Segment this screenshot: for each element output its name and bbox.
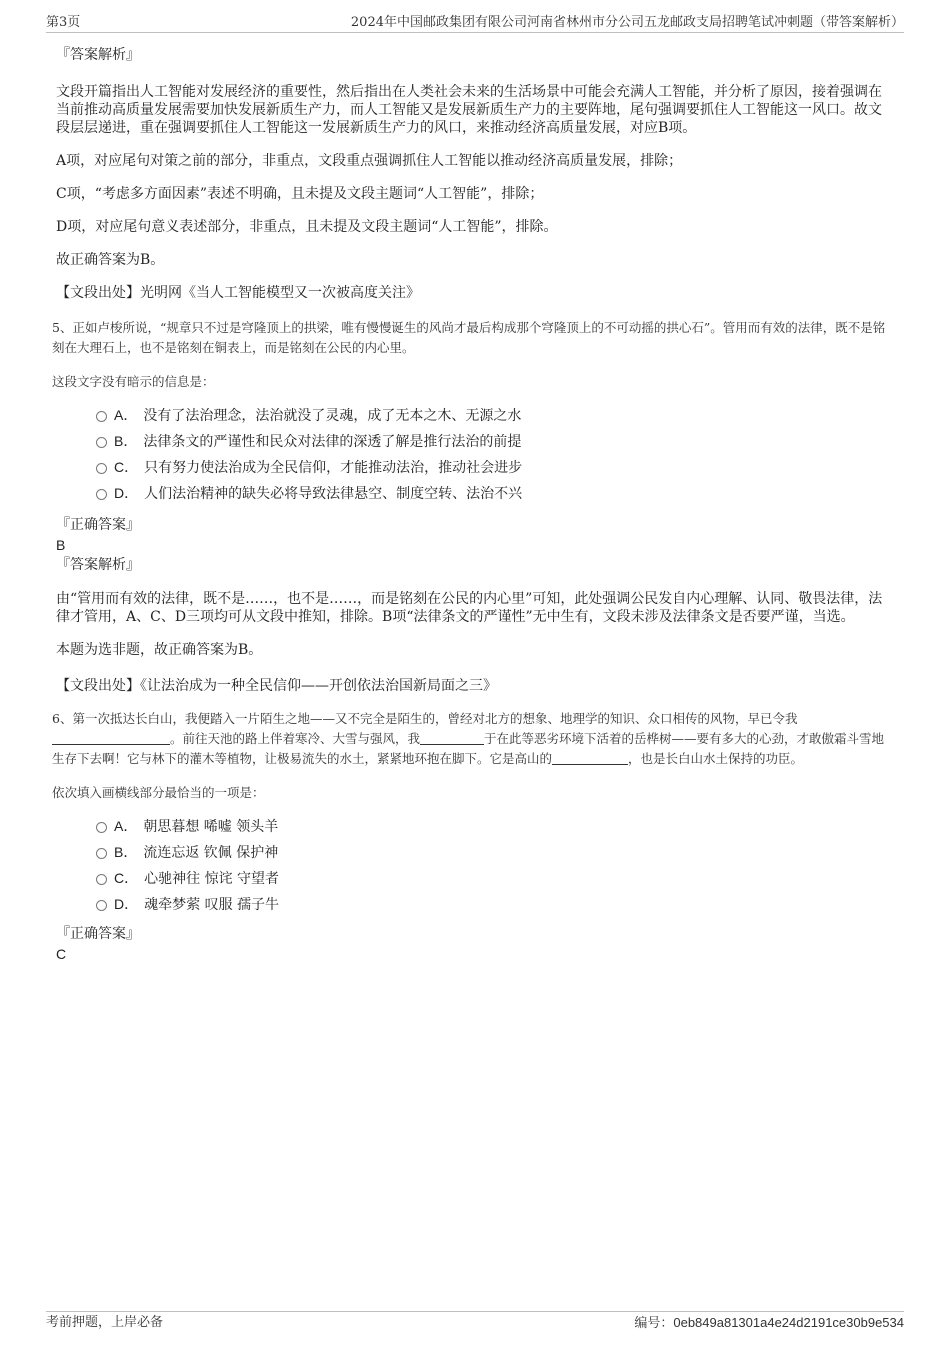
stem-text: 6、第一次抵达长白山，我便踏入一片陌生之地——又不完全是陌生的，曾经对北方的想象、地理学的知识、众口相传的风物，早已令我 <box>52 711 798 726</box>
correct-answer: C <box>56 946 67 962</box>
question-5-options <box>96 402 892 506</box>
option-c[interactable] <box>96 865 892 891</box>
fill-blank-2[interactable] <box>420 730 484 745</box>
option-c[interactable] <box>96 454 892 480</box>
option-b[interactable] <box>96 839 892 865</box>
question-6-stem <box>52 709 892 769</box>
option-text: 流连忘返 钦佩 保护神 <box>143 845 279 861</box>
fill-blank-3[interactable] <box>552 750 628 765</box>
question-5-prompt: 这段文字没有暗示的信息是： <box>52 374 215 389</box>
analysis-conclusion: 故正确答案为B。 <box>56 252 165 268</box>
page-header <box>46 14 904 33</box>
option-a[interactable] <box>96 813 892 839</box>
document-title: 2024年中国邮政集团有限公司河南省林州市分公司五龙邮政支局招聘笔试冲刺题（带答案解析） <box>350 15 904 30</box>
analysis-conclusion: 本题为选非题，故正确答案为B。 <box>56 642 263 658</box>
option-letter: A． <box>114 818 138 834</box>
stem-text: ，也是长白山水土保持的功臣。 <box>628 751 804 766</box>
option-letter: B． <box>114 844 138 860</box>
option-text: 朝思暮想 唏嘘 领头羊 <box>143 819 279 835</box>
radio-icon[interactable] <box>96 822 107 833</box>
page-number: 第3页 <box>46 15 81 30</box>
source-citation: 【文段出处】《让法治成为一种全民信仰——开创依法治国新局面之三》 <box>56 678 497 694</box>
code-label: 编号： <box>634 1316 674 1331</box>
option-letter: C． <box>114 459 139 475</box>
question-6-options <box>96 813 892 917</box>
correct-answer-label: 『正确答案』 <box>56 926 140 942</box>
analysis-paragraph: 由“管用而有效的法律，既不是……，也不是……，而是铭刻在公民的内心里”可知，此处强调公民发自内心理解、认同、敬畏法律，法律才管用，A、C、D三项均可从文段中推知，排除。B项“法律条文的严谨性”无中生有，文段未涉及法律条文是否要严谨，当选。 <box>56 591 883 625</box>
option-letter: A． <box>114 407 138 423</box>
footer-slogan: 考前押题，上岸必备 <box>46 1315 164 1330</box>
code-value: 0eb849a81301a4e24d2191ce30b9e534 <box>673 1315 904 1330</box>
source-citation: 【文段出处】光明网《当人工智能模型又一次被高度关注》 <box>56 285 420 301</box>
radio-icon[interactable] <box>96 900 107 911</box>
radio-icon[interactable] <box>96 437 107 448</box>
question-5-stem: 5、正如卢梭所说，“规章只不过是穹隆顶上的拱梁，唯有慢慢诞生的风尚才最后构成那个穹隆顶上的不可动摇的拱心石”。管用而有效的法律，既不是铭刻在大理石上，也不是铭刻在铜表上，而是铭刻在公民的内心里。 <box>52 320 886 355</box>
radio-icon[interactable] <box>96 848 107 859</box>
page-footer <box>46 1311 904 1331</box>
analysis-label: 『答案解析』 <box>56 47 140 63</box>
option-text: 魂牵梦萦 叹服 孺子牛 <box>144 897 280 913</box>
stem-text: 于在此等恶劣环境下活着的岳桦树——要有多大的心劲，才敢傲霜斗雪地生存下去啊！它与林下的灌木等植物，让极易流失的水土，紧紧地环抱在脚下。它是高山的 <box>52 731 885 766</box>
option-b[interactable] <box>96 428 892 454</box>
correct-answer: B <box>56 537 66 553</box>
option-letter: C． <box>114 870 139 886</box>
analysis-option-a: A项，对应尾句对策之前的部分，非重点，文段重点强调抓住人工智能以推动经济高质量发展，排除； <box>56 153 683 169</box>
option-letter: D． <box>114 896 139 912</box>
option-a[interactable] <box>96 402 892 428</box>
analysis-option-c: C项，“考虑多方面因素”表述不明确，且未提及文段主题词“人工智能”，排除； <box>56 186 544 202</box>
radio-icon[interactable] <box>96 463 107 474</box>
analysis-paragraph: 文段开篇指出人工智能对发展经济的重要性，然后指出在人类社会未来的生活场景中可能会充满人工智能，并分析了原因，接着强调在当前推动高质量发展需要加快发展新质生产力，而人工智能又是发展新质生产力的主要阵地，尾句强调要抓住人工智能这一风口。故文段层层递进，重在强调要抓住人工智能这一发展新质生产力的风口，来推动经济高质量发展，对应B项。 <box>56 84 882 136</box>
document-code <box>634 1314 904 1333</box>
question-6-prompt: 依次填入画横线部分最恰当的一项是： <box>52 785 265 800</box>
radio-icon[interactable] <box>96 489 107 500</box>
option-d[interactable] <box>96 480 892 506</box>
analysis-label: 『答案解析』 <box>56 557 140 573</box>
option-text: 法律条文的严谨性和民众对法律的深透了解是推行法治的前提 <box>143 434 522 450</box>
page-content <box>52 46 892 963</box>
option-text: 人们法治精神的缺失必将导致法律悬空、制度空转、法治不兴 <box>144 486 523 502</box>
fill-blank-1[interactable] <box>52 730 170 745</box>
radio-icon[interactable] <box>96 411 107 422</box>
radio-icon[interactable] <box>96 874 107 885</box>
correct-answer-label: 『正确答案』 <box>56 517 140 533</box>
option-letter: B． <box>114 433 138 449</box>
analysis-option-d: D项，对应尾句意义表述部分，非重点，且未提及文段主题词“人工智能”，排除。 <box>56 219 558 235</box>
option-text: 没有了法治理念，法治就没了灵魂，成了无本之木、无源之水 <box>143 408 522 424</box>
option-text: 心驰神往 惊诧 守望者 <box>144 871 280 887</box>
option-letter: D． <box>114 485 139 501</box>
option-text: 只有努力使法治成为全民信仰，才能推动法治，推动社会进步 <box>144 460 523 476</box>
stem-text: 。前往天池的路上伴着寒冷、大雪与强风，我 <box>170 731 421 746</box>
option-d[interactable] <box>96 891 892 917</box>
